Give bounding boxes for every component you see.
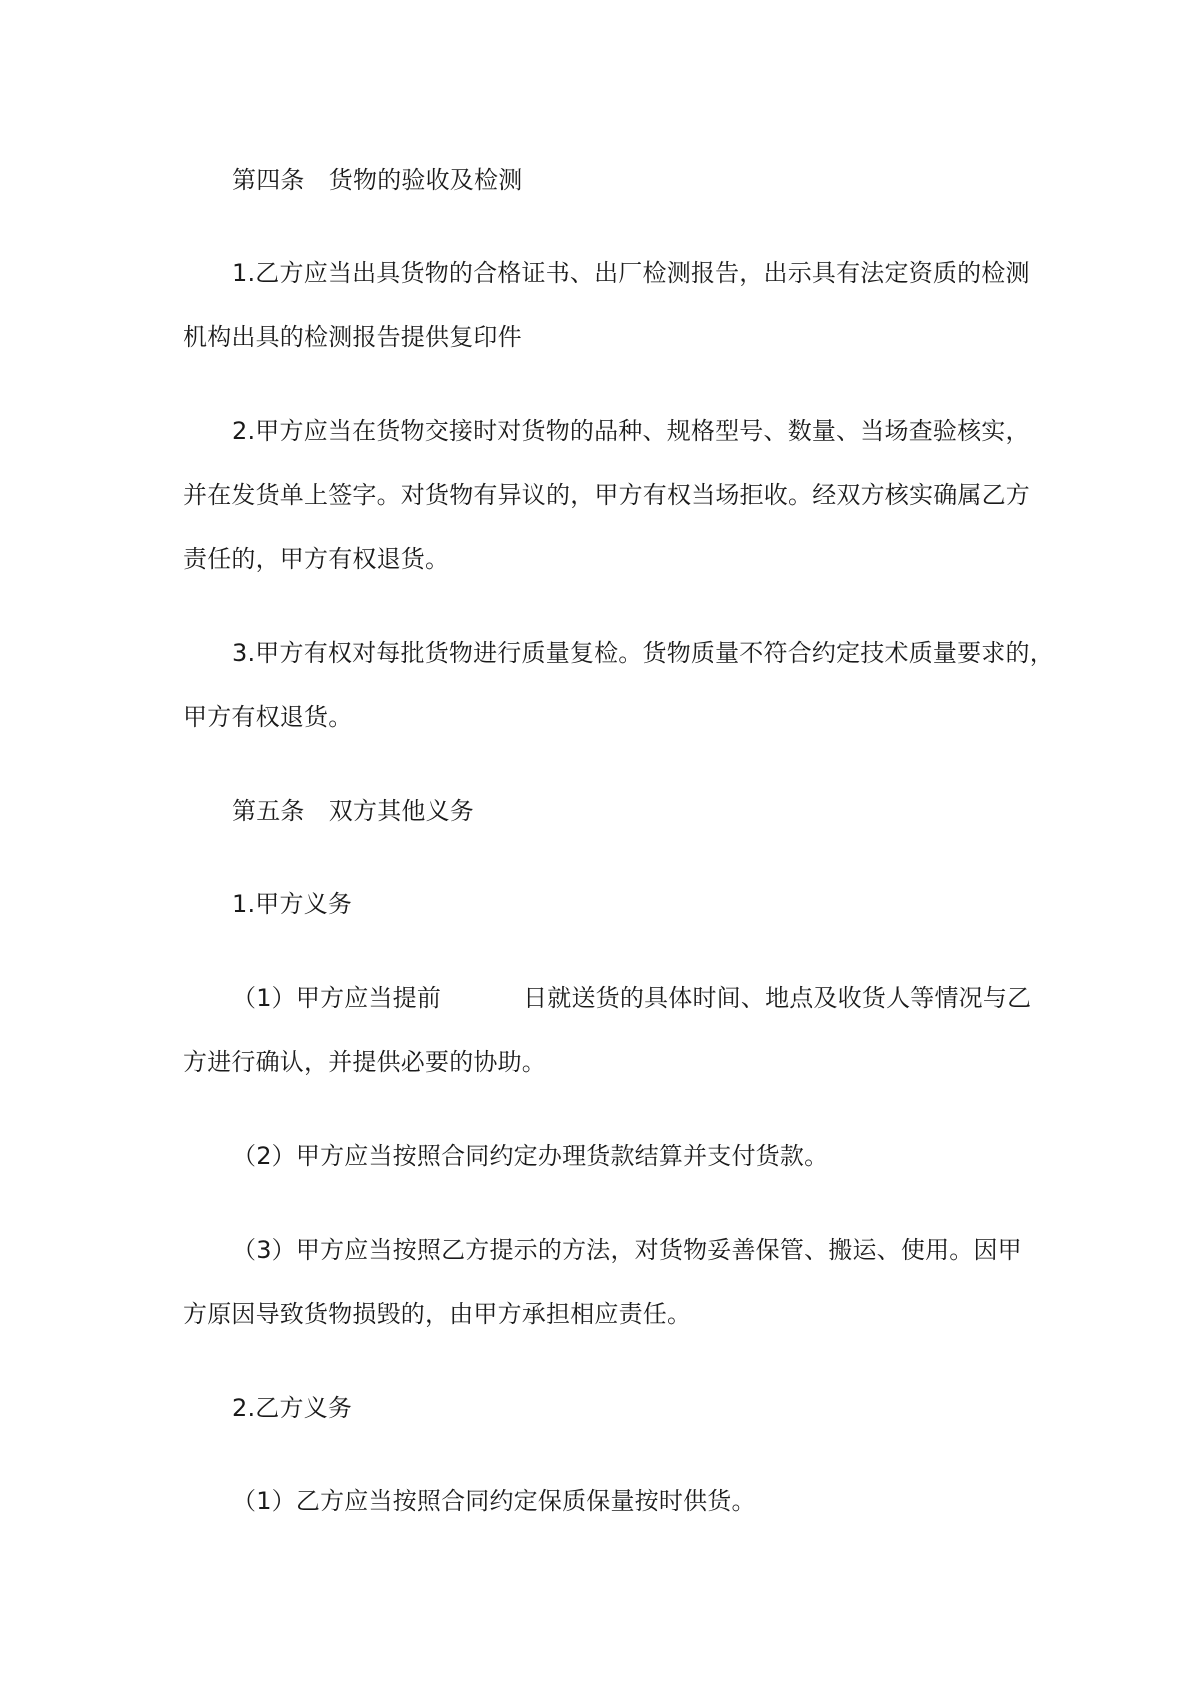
party-a-sub-3-line-1: （3）甲方应当按照乙方提示的方法，对货物妥善保管、搬运、使用。因甲 — [232, 1236, 1022, 1264]
party-a-sub-1-text-before-blank: （1）甲方应当提前 — [232, 984, 442, 1012]
article-4-item-1-line-1: 1.乙方应当出具货物的合格证书、出厂检测报告，出示具有法定资质的检测 — [232, 259, 1030, 287]
party-a-sub-2-line-1: （2）甲方应当按照合同约定办理货款结算并支付货款。 — [232, 1142, 829, 1170]
party-a-obligations-heading: 1.甲方义务 — [232, 890, 353, 918]
article-5-heading: 第五条 双方其他义务 — [232, 797, 474, 825]
article-4-item-3-line-2: 甲方有权退货。 — [183, 703, 353, 731]
article-4-item-2-line-2: 并在发货单上签字。对货物有异议的，甲方有权当场拒收。经双方核实确属乙方 — [183, 481, 1030, 509]
party-a-sub-1-line-2: 方进行确认，并提供必要的协助。 — [183, 1048, 546, 1076]
party-a-sub-3-line-2: 方原因导致货物损毁的，由甲方承担相应责任。 — [183, 1300, 692, 1328]
party-b-sub-1-line-1: （1）乙方应当按照合同约定保质保量按时供货。 — [232, 1487, 756, 1515]
article-4-item-2-line-3: 责任的，甲方有权退货。 — [183, 545, 450, 573]
party-b-obligations-heading: 2.乙方义务 — [232, 1394, 353, 1422]
article-4-heading: 第四条 货物的验收及检测 — [232, 166, 523, 194]
party-a-sub-1-text-after-blank: 日就送货的具体时间、地点及收货人等情况与乙 — [523, 984, 1032, 1012]
article-4-item-3-line-1: 3.甲方有权对每批货物进行质量复检。货物质量不符合约定技术质量要求的， — [232, 639, 1054, 667]
article-4-item-2-line-1: 2.甲方应当在货物交接时对货物的品种、规格型号、数量、当场查验核实， — [232, 417, 1030, 445]
article-4-item-1-line-2: 机构出具的检测报告提供复印件 — [183, 323, 522, 351]
party-a-sub-1-line-1 — [232, 982, 1031, 1014]
